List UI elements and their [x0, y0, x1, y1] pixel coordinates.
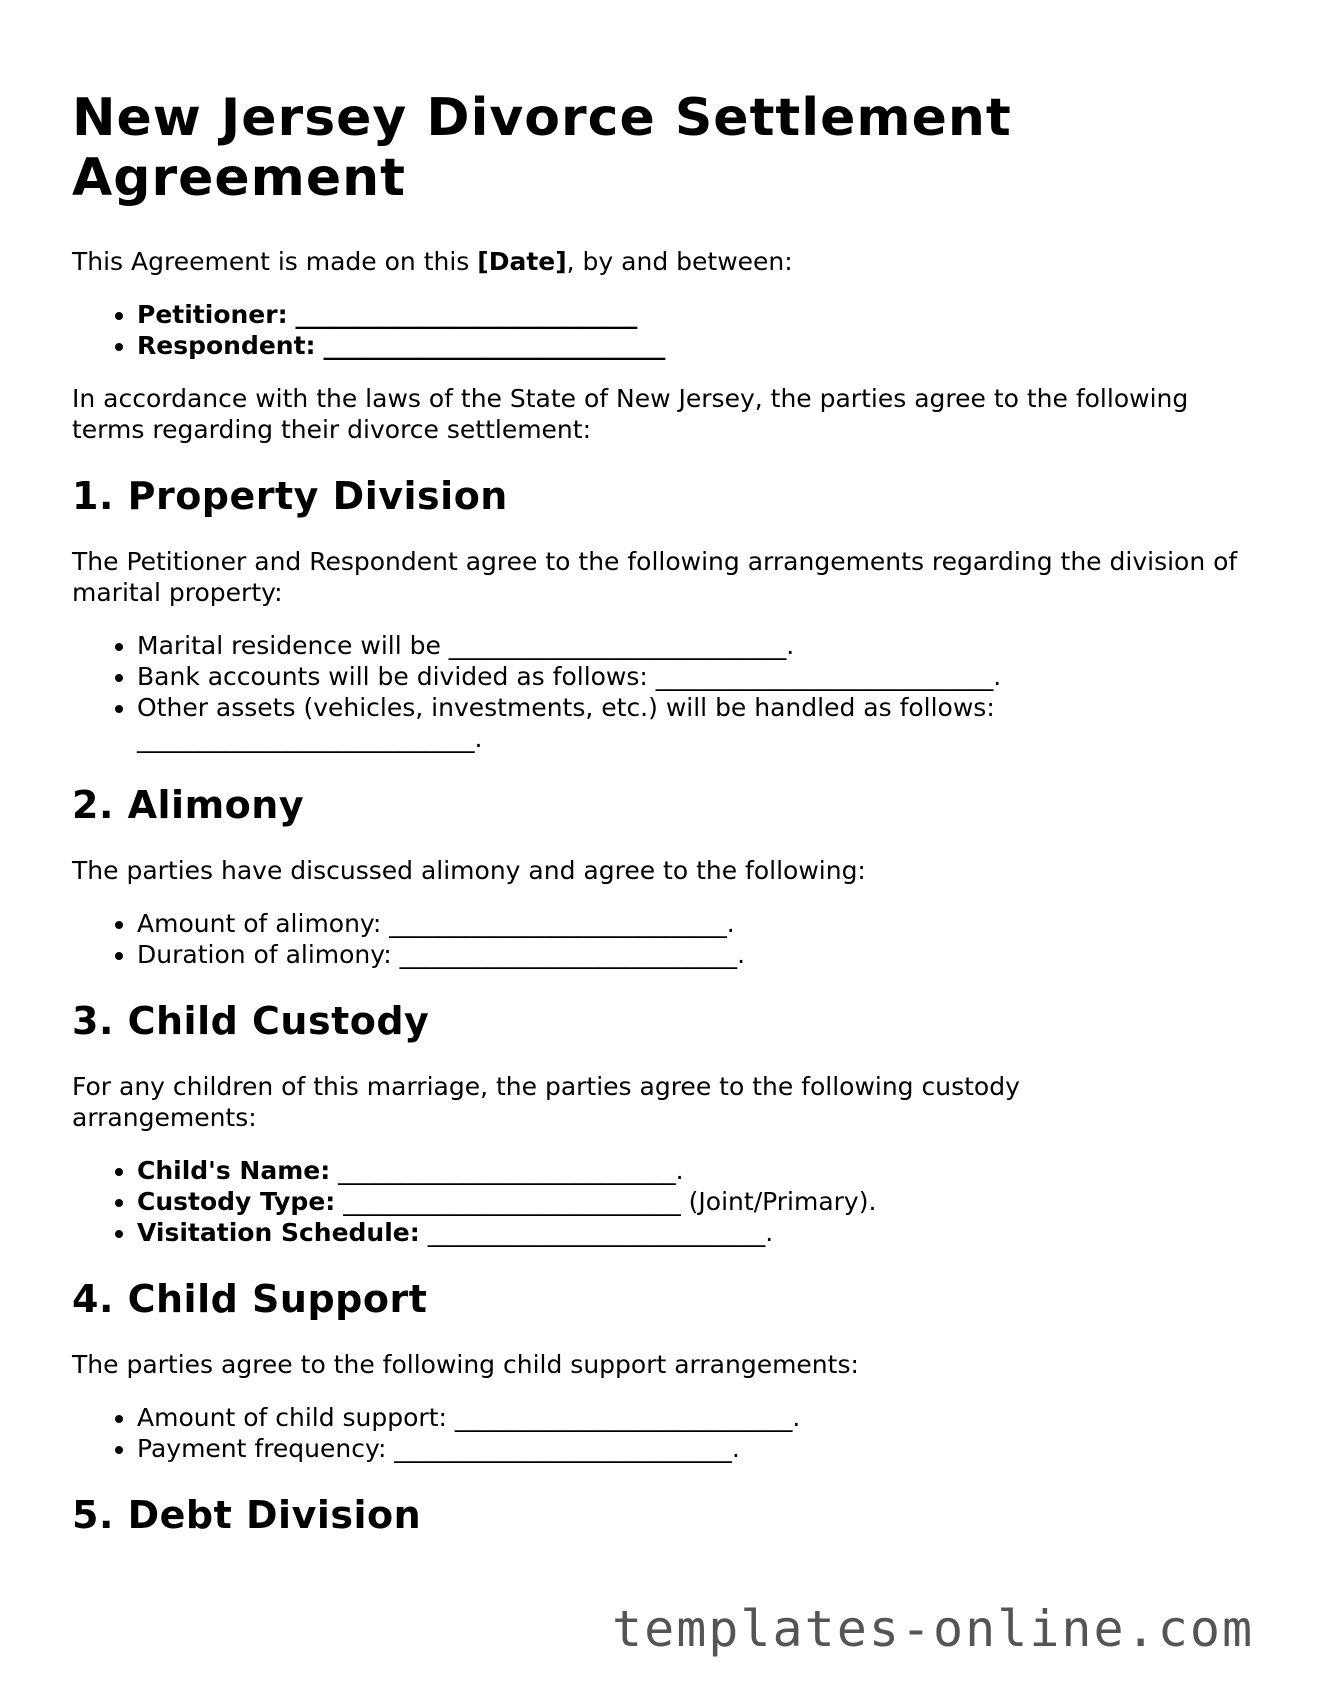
visitation-label: Visitation Schedule: [137, 1218, 420, 1247]
list-item-respondent [137, 330, 1252, 361]
custody-type-label: Custody Type: [137, 1187, 336, 1216]
custody-heading: 3. Child Custody [72, 999, 430, 1043]
page-title: New Jersey Divorce Settlement Agreement [72, 88, 1012, 208]
petitioner-label: Petitioner: [137, 300, 288, 329]
respondent-blank: ____________________________ [323, 331, 666, 360]
debt-heading: 5. Debt Division [72, 1493, 422, 1537]
list-item-visitation [137, 1217, 1252, 1248]
petitioner-blank: ____________________________ [295, 300, 638, 329]
parties-list [72, 299, 1252, 361]
list-item: • Amount of alimony: ___________________________. [137, 908, 1252, 939]
list-item: • Bank accounts will be divided as follows: ___________________________. [137, 661, 1252, 692]
list-item: • Other assets (vehicles, investments, etc.) will be handled as follows: ___________________________. [137, 692, 1252, 754]
alimony-list [72, 908, 1252, 970]
list-item-petitioner [137, 299, 1252, 330]
list-item: • Marital residence will be ___________________________. [137, 630, 1252, 661]
alimony-heading: 2. Alimony [72, 783, 305, 827]
intro-pre: This Agreement is made on this [72, 247, 478, 276]
list-item-custody-type [137, 1186, 1252, 1217]
preamble-paragraph: In accordance with the laws of the State of New Jersey, the parties agree to the following terms regarding their divorce settlement: [72, 384, 1189, 444]
custody-text: For any children of this marriage, the parties agree to the following custody arrangements: [72, 1072, 1020, 1132]
childs-name-blank: ___________________________. [330, 1156, 684, 1185]
document [72, 88, 1252, 1538]
list-item: • Amount of child support: ___________________________. [137, 1402, 1252, 1433]
property-text: The Petitioner and Respondent agree to the following arrangements regarding the division of marital property: [72, 547, 1238, 607]
intro-date: [Date] [477, 247, 567, 276]
property-list [72, 630, 1252, 754]
custody-type-blank: ___________________________ (Joint/Primary). [335, 1187, 877, 1216]
support-heading: 4. Child Support [72, 1277, 428, 1321]
watermark: templates-online.com [612, 1600, 1255, 1658]
support-text: The parties agree to the following child support arrangements: [72, 1350, 859, 1379]
list-item-childs-name [137, 1155, 1252, 1186]
respondent-label: Respondent: [137, 331, 316, 360]
list-item: • Payment frequency: ___________________________. [137, 1433, 1252, 1464]
support-list [72, 1402, 1252, 1464]
intro-post: , by and between: [566, 247, 793, 276]
list-item: • Duration of alimony: ___________________________. [137, 939, 1252, 970]
custody-list [72, 1155, 1252, 1248]
alimony-text: The parties have discussed alimony and agree to the following: [72, 856, 866, 885]
property-heading: 1. Property Division [72, 474, 508, 518]
intro-paragraph [72, 246, 1252, 277]
visitation-blank: ___________________________. [419, 1218, 774, 1247]
childs-name-label: Child's Name: [137, 1156, 331, 1185]
